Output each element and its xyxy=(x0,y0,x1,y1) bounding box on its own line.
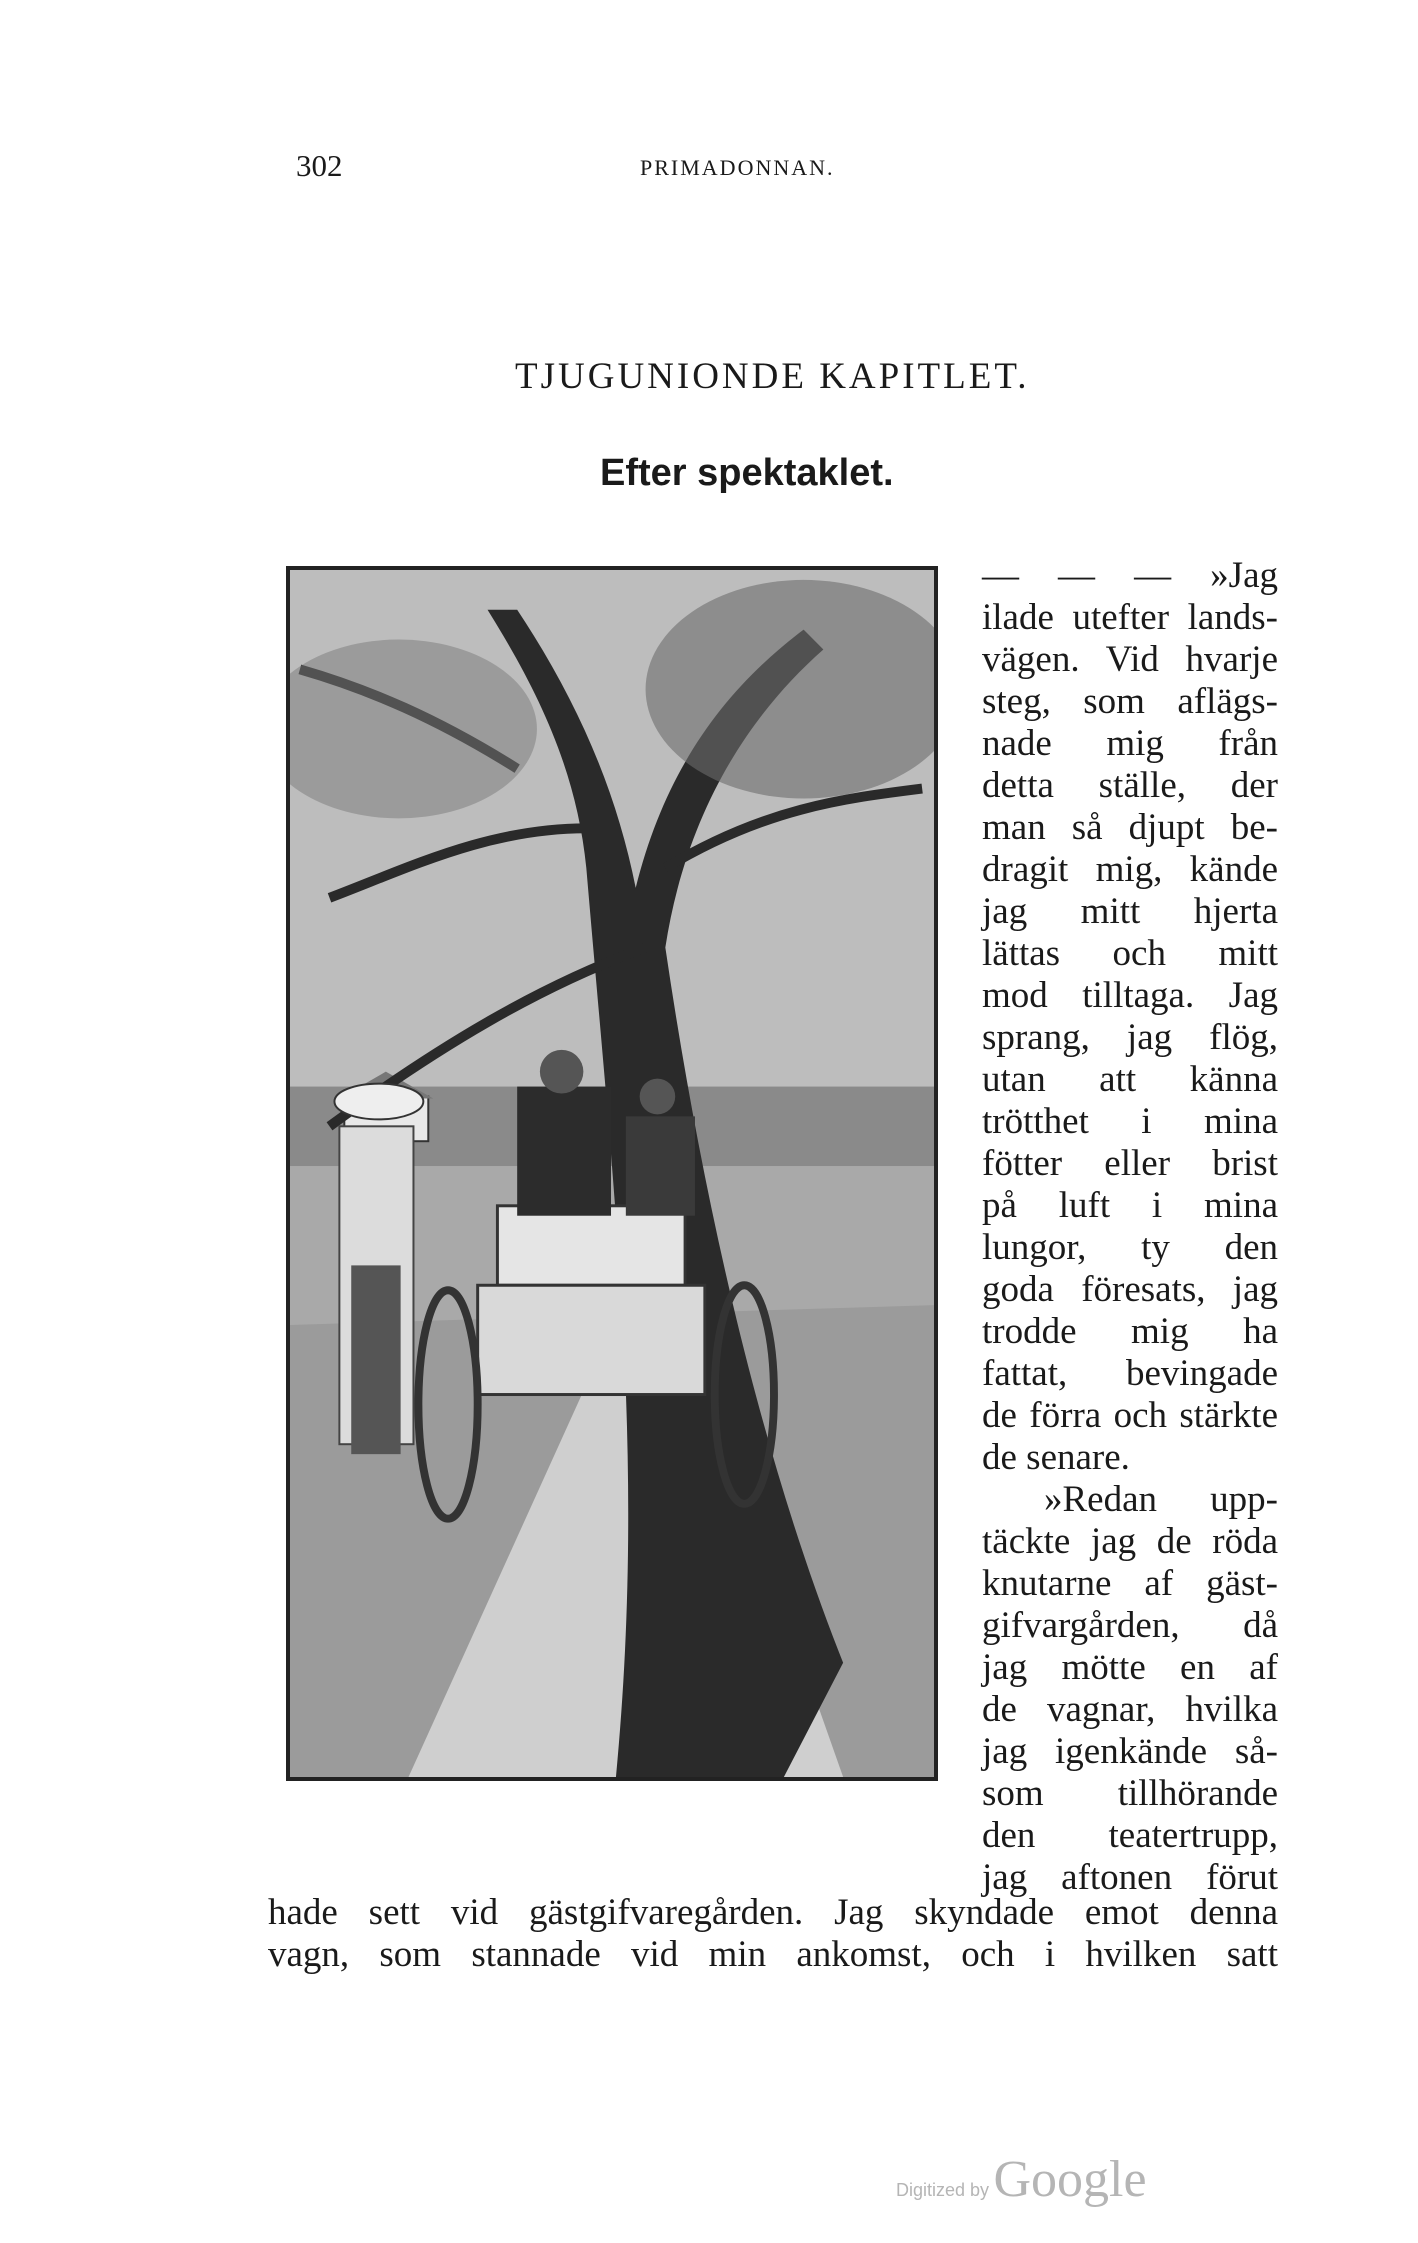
engraving-drawing xyxy=(290,570,934,1777)
text-line: vagn, som stannade vid min ankomst, och i hvilken satt xyxy=(268,1934,1278,1975)
text-line: de senare. xyxy=(982,1437,1130,1478)
text-line: dragit mig, kände xyxy=(982,849,1278,890)
section-title: Efter spektaklet. xyxy=(600,452,894,494)
text-line: goda föresats, jag xyxy=(982,1269,1278,1310)
text-line: trötthet i mina xyxy=(982,1101,1278,1142)
text-line: lungor, ty den xyxy=(982,1227,1278,1268)
text-line: hade sett vid gästgifvaregården. Jag skyndade emot denna xyxy=(268,1892,1278,1933)
text-line: detta ställe, der xyxy=(982,765,1278,806)
full-width-text xyxy=(268,1892,1278,1976)
text-line: som tillhörande xyxy=(982,1773,1278,1814)
text-line: steg, som aflägs- xyxy=(982,681,1278,722)
text-line: jag igenkände så- xyxy=(982,1731,1278,1772)
text-line: ilade utefter lands- xyxy=(982,597,1278,638)
watermark-prefix: Digitized by xyxy=(896,2180,990,2200)
text-line: sprang, jag flög, xyxy=(982,1017,1278,1058)
text-line: fattat, bevingade xyxy=(982,1353,1278,1394)
text-line: utan att känna xyxy=(982,1059,1278,1100)
column-text xyxy=(982,555,1278,1899)
text-line: nade mig från xyxy=(982,723,1278,764)
text-line: på luft i mina xyxy=(982,1185,1278,1226)
running-head: PRIMADONNAN. xyxy=(640,155,835,180)
text-line: man så djupt be- xyxy=(982,807,1278,848)
google-logo: Google xyxy=(993,2151,1147,2208)
text-line: mod tilltaga. Jag xyxy=(982,975,1278,1016)
text-line: jag mötte en af xyxy=(982,1647,1278,1688)
page-number: 302 xyxy=(296,148,343,183)
text-line: jag aftonen förut xyxy=(982,1857,1278,1898)
text-line: de vagnar, hvilka xyxy=(982,1689,1278,1730)
text-line: gifvargården, då xyxy=(982,1605,1278,1646)
woman-figure xyxy=(334,1084,423,1455)
text-line: knutarne af gäst- xyxy=(982,1563,1278,1604)
text-line: trodde mig ha xyxy=(982,1311,1278,1352)
digitized-watermark xyxy=(896,2150,1147,2209)
text-line: vägen. Vid hvarje xyxy=(982,639,1278,680)
text-line: lättas och mitt xyxy=(982,933,1278,974)
chapter-title: TJUGUNIONDE KAPITLET. xyxy=(515,356,1030,397)
text-line: — — — »Jag xyxy=(982,555,1278,596)
text-line: jag mitt hjerta xyxy=(982,891,1278,932)
text-line: den teatertrupp, xyxy=(982,1815,1278,1856)
text-line: täckte jag de röda xyxy=(982,1521,1278,1562)
text-line: fötter eller brist xyxy=(982,1143,1278,1184)
text-line: »Redan upp- xyxy=(1044,1479,1278,1520)
text-line: de förra och stärkte xyxy=(982,1395,1278,1436)
illustration-tree-carriage xyxy=(286,566,938,1781)
